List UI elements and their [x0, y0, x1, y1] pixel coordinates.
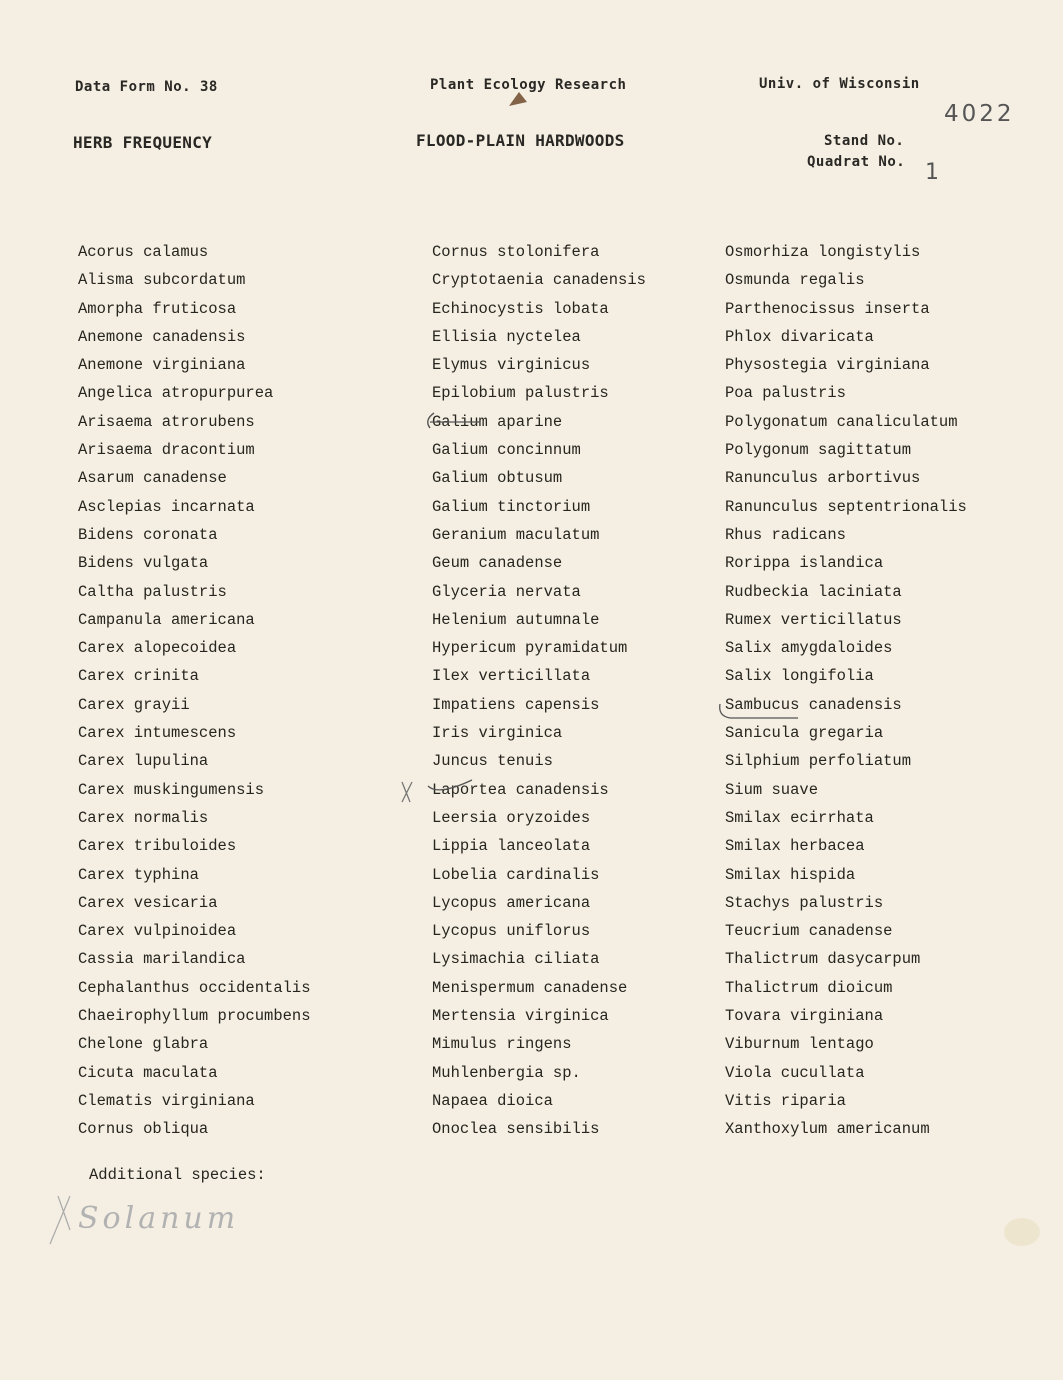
form-number: Data Form No. 38: [75, 79, 218, 95]
species-item: Echinocystis lobata: [432, 299, 609, 318]
check-mark-sambucus: [714, 700, 804, 726]
species-item: Asclepias incarnata: [78, 497, 255, 516]
handwritten-additional-species: [40, 1190, 300, 1250]
species-item: Salix amygdaloides: [725, 639, 893, 658]
species-item: Geranium maculatum: [432, 525, 600, 544]
quadrat-label: Quadrat No.: [807, 154, 906, 170]
species-item: Smilax hispida: [725, 865, 856, 884]
species-item: Lycopus uniflorus: [432, 922, 591, 941]
species-item: Carex normalis: [78, 808, 209, 827]
species-item: Bidens coronata: [78, 525, 218, 544]
species-item: Viburnum lentago: [725, 1035, 874, 1054]
species-item: Phlox divaricata: [725, 327, 874, 346]
species-item: Lippia lanceolata: [432, 837, 591, 856]
species-item: Chelone glabra: [78, 1035, 209, 1054]
species-item: Stachys palustris: [725, 893, 884, 912]
species-item: Muhlenbergia sp.: [432, 1063, 581, 1082]
quadrat-number: 1: [925, 160, 939, 185]
check-mark-laportea: [398, 776, 478, 808]
species-item: Lycopus americana: [432, 893, 591, 912]
species-item: Carex alopecoidea: [78, 639, 237, 658]
species-item: Galium aparine: [432, 412, 563, 431]
species-item: Onoclea sensibilis: [432, 1120, 600, 1139]
species-item: Carex intumescens: [78, 724, 237, 743]
species-item: Carex lupulina: [78, 752, 209, 771]
species-item: Lobelia cardinalis: [432, 865, 600, 884]
species-item: Rorippa islandica: [725, 554, 884, 573]
species-column-2: [432, 238, 646, 1144]
species-item: Alisma subcordatum: [78, 271, 246, 290]
species-item: Vitis riparia: [725, 1091, 846, 1110]
species-item: Osmunda regalis: [725, 271, 865, 290]
species-item: Carex typhina: [78, 865, 199, 884]
species-item: Iris virginica: [432, 724, 563, 743]
species-item: Ranunculus arbortivus: [725, 469, 921, 488]
species-item: Napaea dioica: [432, 1091, 553, 1110]
species-item: Galium obtusum: [432, 469, 563, 488]
species-item: Carex tribuloides: [78, 837, 237, 856]
species-item: Mimulus ringens: [432, 1035, 572, 1054]
species-column-1: [78, 238, 311, 1144]
species-item: Ranunculus septentrionalis: [725, 497, 967, 516]
species-column-3: [725, 238, 967, 1144]
species-item: Salix longifolia: [725, 667, 874, 686]
species-item: Viola cucullata: [725, 1063, 865, 1082]
species-item: Campanula americana: [78, 610, 255, 629]
species-item: Juncus tenuis: [432, 752, 553, 771]
species-item: Tovara virginiana: [725, 1007, 884, 1026]
university-heading: Univ. of Wisconsin: [759, 76, 920, 92]
species-item: Teucrium canadense: [725, 922, 893, 941]
species-item: Impatiens capensis: [432, 695, 600, 714]
species-item: Carex grayii: [78, 695, 190, 714]
stand-label: Stand No.: [824, 133, 905, 149]
species-item: Silphium perfoliatum: [725, 752, 912, 771]
species-item: Sanicula gregaria: [725, 724, 884, 743]
handwritten-text: Solanum: [78, 1201, 240, 1236]
species-item: Xanthoxylum americanum: [725, 1120, 930, 1139]
species-item: Helenium autumnale: [432, 610, 600, 629]
species-item: Hypericum pyramidatum: [432, 639, 628, 658]
organization-heading: Plant Ecology Research: [430, 77, 627, 93]
species-item: Geum canadense: [432, 554, 563, 573]
species-item: Arisaema dracontium: [78, 441, 255, 460]
species-item: Polygonatum canaliculatum: [725, 412, 958, 431]
species-item: Ellisia nyctelea: [432, 327, 581, 346]
species-item: Menispermum canadense: [432, 978, 628, 997]
paper-stain: [1004, 1218, 1040, 1246]
species-item: Bidens vulgata: [78, 554, 209, 573]
species-item: Carex crinita: [78, 667, 199, 686]
species-item: Poa palustris: [725, 384, 846, 403]
species-item: Galium tinctorium: [432, 497, 591, 516]
species-item: Epilobium palustris: [432, 384, 609, 403]
species-item: Glyceria nervata: [432, 582, 581, 601]
species-item: Amorpha fruticosa: [78, 299, 237, 318]
species-item: Rhus radicans: [725, 525, 846, 544]
species-item: Smilax herbacea: [725, 837, 865, 856]
species-item: Cicuta maculata: [78, 1063, 218, 1082]
species-item: Sambucus canadensis: [725, 695, 902, 714]
species-item: Rudbeckia laciniata: [725, 582, 902, 601]
species-item: Carex vulpinoidea: [78, 922, 237, 941]
species-item: Osmorhiza longistylis: [725, 243, 921, 261]
species-item: Acorus calamus: [78, 243, 209, 261]
form-title: HERB FREQUENCY: [73, 133, 213, 152]
species-item: Anemone virginiana: [78, 356, 246, 375]
species-item: Cephalanthus occidentalis: [78, 978, 311, 997]
species-item: Anemone canadensis: [78, 327, 246, 346]
species-item: Caltha palustris: [78, 582, 227, 601]
ink-blot-icon: [505, 88, 531, 110]
species-item: Elymus virginicus: [432, 356, 591, 375]
species-item: Cornus obliqua: [78, 1120, 209, 1139]
species-item: Arisaema atrorubens: [78, 412, 255, 431]
species-item: Laportea canadensis: [432, 780, 609, 799]
species-item: Smilax ecirrhata: [725, 808, 874, 827]
species-item: Sium suave: [725, 780, 819, 799]
species-item: Carex vesicaria: [78, 893, 218, 912]
species-item: Ilex verticillata: [432, 667, 591, 686]
species-item: Galium concinnum: [432, 441, 581, 460]
species-item: Leersia oryzoides: [432, 808, 591, 827]
stand-number: 4022: [944, 101, 1015, 127]
species-item: Parthenocissus inserta: [725, 299, 930, 318]
species-item: Cassia marilandica: [78, 950, 246, 969]
community-title: FLOOD-PLAIN HARDWOODS: [416, 131, 625, 150]
species-item: Angelica atropurpurea: [78, 384, 274, 403]
species-item: Cryptotaenia canadensis: [432, 271, 646, 290]
species-item: Rumex verticillatus: [725, 610, 902, 629]
species-item: Chaeirophyllum procumbens: [78, 1007, 311, 1026]
species-item: Clematis virginiana: [78, 1091, 255, 1110]
species-item: Mertensia virginica: [432, 1007, 609, 1026]
species-item: Thalictrum dasycarpum: [725, 950, 921, 969]
species-item: Polygonum sagittatum: [725, 441, 912, 460]
check-mark-galium: [422, 410, 492, 434]
species-item: Cornus stolonifera: [432, 243, 600, 261]
additional-species-label: Additional species:: [89, 1166, 266, 1184]
species-item: Lysimachia ciliata: [432, 950, 600, 969]
species-item: Thalictrum dioicum: [725, 978, 893, 997]
species-item: Carex muskingumensis: [78, 780, 265, 799]
species-item: Physostegia virginiana: [725, 356, 930, 375]
species-item: Asarum canadense: [78, 469, 227, 488]
